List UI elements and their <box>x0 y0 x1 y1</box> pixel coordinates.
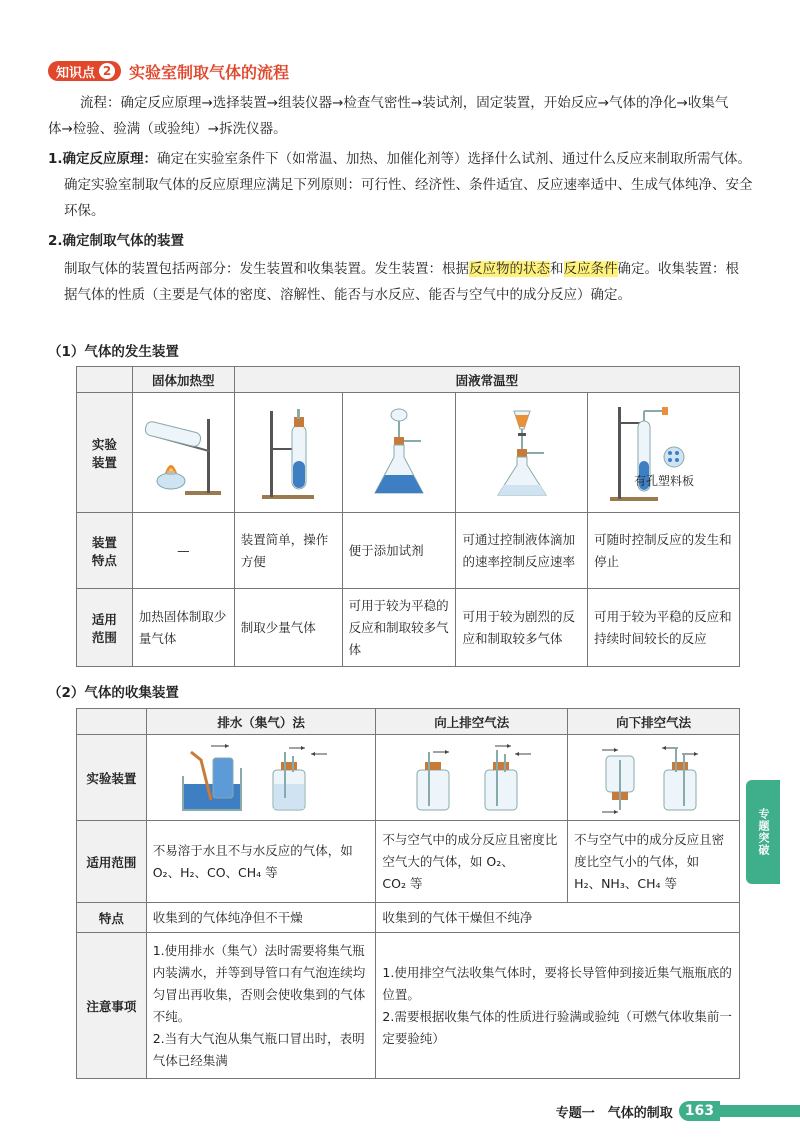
separatory-funnel-apparatus-icon <box>482 403 562 503</box>
col-head-downward-air: 向下排空气法 <box>568 709 740 735</box>
page-number: 163 <box>679 1101 720 1121</box>
gen-scope-cell: 可用于较为平稳的反应和制取较多气体 <box>342 589 456 667</box>
col-head-water: 排水（集气）法 <box>146 709 376 735</box>
col-row-scope-label: 适用范围 <box>77 821 147 903</box>
col-table-caption: （2）气体的收集装置 <box>48 685 179 701</box>
badge-number: 2 <box>99 63 115 79</box>
note-item: 1.使用排空气法收集气体时，要将长导管伸到接近集气瓶瓶底的位置。 <box>382 964 732 1002</box>
section2-title: 2.确定制取气体的装置 <box>48 233 185 249</box>
perforated-plate-label: 有孔塑料板 <box>633 473 694 488</box>
gen-corner-cell <box>77 367 133 393</box>
label-line-1: 实验 <box>91 436 117 452</box>
gen-row-feature-label <box>77 513 133 589</box>
intro-text: 确定反应原理→选择装置→组装仪器→检查气密性→装试剂，固定装置，开始反应→气体的净化→收集气体→检验、验满（或验纯）→拆洗仪器。 <box>48 95 729 137</box>
solid-heating-apparatus-icon <box>135 405 231 501</box>
apparatus-upward-air <box>376 735 568 821</box>
col-scope-upward <box>376 821 568 903</box>
section1-title: 1.确定反应原理： <box>48 151 158 167</box>
highlight-state: 反应物的状态 <box>469 261 550 277</box>
col-row-feature-label: 特点 <box>77 903 147 933</box>
scope-gases: CO₂ 等 <box>382 875 423 891</box>
gen-feature-cell: 可随时控制反应的发生和停止 <box>588 513 740 589</box>
generation-table <box>76 366 740 667</box>
gen-row-scope-label <box>77 589 133 667</box>
gen-scope-cell: 可用于较为剧烈的反应和制取较多气体 <box>456 589 588 667</box>
col-row-apparatus-label: 实验装置 <box>77 735 147 821</box>
gen-feature-cell: 可通过控制液体滴加的速率控制反应速率 <box>456 513 588 589</box>
col-scope-water <box>146 821 376 903</box>
scope-text: 不与空气中的成分反应且密度比空气小的气体，如 <box>574 831 725 869</box>
apparatus-solid-heating <box>132 393 234 513</box>
col-corner-cell <box>77 709 147 735</box>
note-item: 2.当有大气泡从集气瓶口冒出时，表明气体已经集满 <box>152 1030 365 1068</box>
controllable-apparatus-icon <box>604 403 724 503</box>
section2-text-b: 和 <box>550 261 564 277</box>
water-collection-icon <box>171 740 351 816</box>
downward-air-collection-icon <box>584 740 724 816</box>
note-item: 2.需要根据收集气体的性质进行验满或验纯（可燃气体收集前一定要验纯） <box>382 1008 732 1046</box>
gen-scope-cell: 可用于较为平稳的反应和持续时间较长的反应 <box>588 589 740 667</box>
label-line-1: 装置 <box>91 534 117 550</box>
section1-text: 确定在实验室条件下（如常温、加热、加催化剂等）选择什么试剂、通过什么反应来制取所需气体。确定实验室制取气体的反应原理应满足下列原则：可行性、经济性、条件适宜、反应速率适中、生成气体纯净、安全环保。 <box>64 151 753 219</box>
collection-table <box>76 708 740 1079</box>
knowledge-point-header <box>48 60 289 82</box>
apparatus-controllable <box>588 393 740 513</box>
label-line-1: 适用 <box>91 611 117 627</box>
highlight-condition: 反应条件 <box>563 261 618 277</box>
section2-text-a: 制取气体的装置包括两部分：发生装置和收集装置。发生装置：根据 <box>64 261 469 277</box>
footer-chapter: 专题一 气体的制取 <box>555 1105 673 1121</box>
scope-gases: O₂、H₂、CO、CH₄ 等 <box>152 864 278 880</box>
gen-col-solid-heating: 固体加热型 <box>132 367 234 393</box>
gen-scope-cell: 制取少量气体 <box>234 589 342 667</box>
col-notes-water <box>146 933 376 1079</box>
apparatus-long-neck-funnel <box>342 393 456 513</box>
section1-paragraph <box>48 146 760 224</box>
col-scope-downward <box>568 821 740 903</box>
apparatus-water-collection <box>146 735 376 821</box>
scope-gases: H₂、NH₃、CH₄ 等 <box>574 875 677 891</box>
scope-text: 不易溶于水且不与水反应的气体，如 <box>152 842 353 858</box>
gen-feature-cell: 便于添加试剂 <box>342 513 456 589</box>
test-tube-apparatus-icon <box>248 403 328 503</box>
col-feature-water: 收集到的气体纯净但不干燥 <box>146 903 376 933</box>
apparatus-separatory-funnel <box>456 393 588 513</box>
scope-text: 不与空气中的成分反应且密度比空气大的气体，如 O₂、 <box>382 831 558 869</box>
footer-bar <box>720 1105 800 1117</box>
gen-col-solid-liquid: 固液常温型 <box>234 367 739 393</box>
label-line-2: 特点 <box>91 552 117 568</box>
label-line-2: 装置 <box>91 454 117 470</box>
col-head-upward-air: 向上排空气法 <box>376 709 568 735</box>
apparatus-downward-air <box>568 735 740 821</box>
section-title: 实验室制取气体的流程 <box>129 62 290 82</box>
section2-text-c: 确定。收集装置：根据气体的性质（主要是气体的密度、溶解性、能否与水反应、能否与空气中的成分反应）确定。 <box>64 261 739 303</box>
note-item: 1.使用排水（集气）法时需要将集气瓶内装满水，并等到导管口有气泡连续均匀冒出再收集，否则会使收集到的气体不纯。 <box>152 942 366 1024</box>
page-footer <box>556 1100 800 1122</box>
knowledge-point-badge <box>48 61 121 81</box>
gen-feature-cell: — <box>132 513 234 589</box>
col-notes-air <box>376 933 740 1079</box>
apparatus-test-tube <box>234 393 342 513</box>
upward-air-collection-icon <box>397 740 547 816</box>
col-row-notes-label: 注意事项 <box>77 933 147 1079</box>
long-funnel-apparatus-icon <box>359 403 439 503</box>
intro-paragraph <box>48 90 740 142</box>
label-line-2: 范围 <box>91 629 117 645</box>
topic-side-tab: 专题突破 <box>746 780 780 884</box>
section2-paragraph <box>64 256 744 308</box>
intro-label: 流程： <box>80 95 121 111</box>
col-feature-air: 收集到的气体干燥但不纯净 <box>376 903 740 933</box>
badge-label: 知识点 <box>56 65 96 81</box>
gen-table-caption: （1）气体的发生装置 <box>48 344 179 360</box>
gen-row-apparatus-label <box>77 393 133 513</box>
gen-feature-cell: 装置简单，操作方便 <box>234 513 342 589</box>
gen-scope-cell: 加热固体制取少量气体 <box>132 589 234 667</box>
